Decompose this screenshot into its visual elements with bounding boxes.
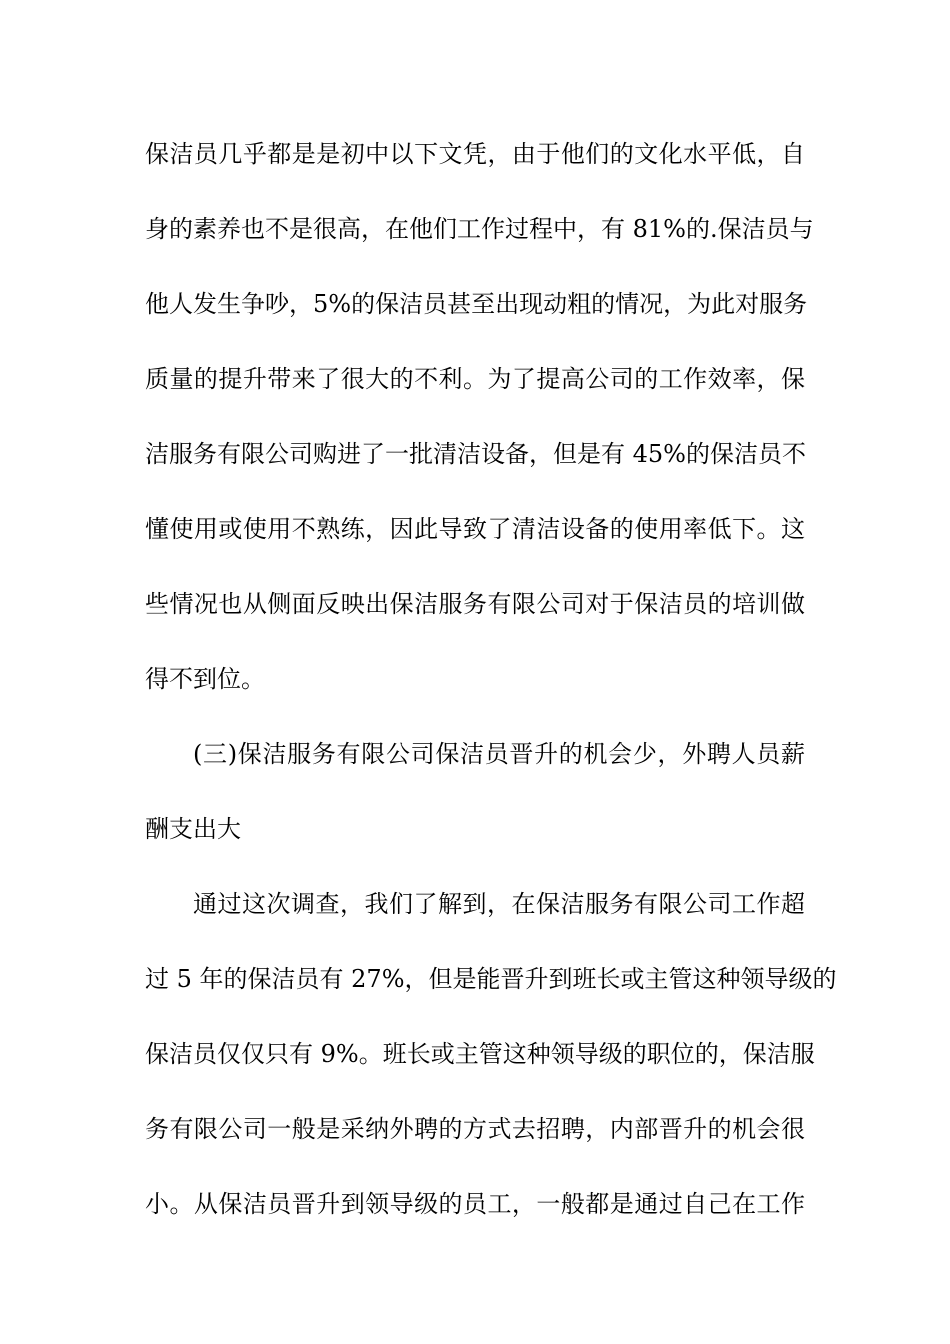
text-line: 保洁员几乎都是是初中以下文凭，由于他们的文化水平低，自: [145, 140, 805, 168]
text-line: 得不到位。: [145, 665, 265, 693]
text-line: 些情况也从侧面反映出保洁服务有限公司对于保洁员的培训做: [145, 590, 805, 618]
heading-line: (三)保洁服务有限公司保洁员晋升的机会少，外聘人员薪: [193, 740, 805, 768]
text-line: 懂使用或使用不熟练，因此导致了清洁设备的使用率低下。这: [145, 515, 805, 543]
text-line: 质量的提升带来了很大的不利。为了提高公司的工作效率，保: [145, 365, 805, 393]
text-line: 洁服务有限公司购进了一批清洁设备，但是有 45%的保洁员不: [145, 440, 806, 468]
text-line: 身的素养也不是很高，在他们工作过程中，有 81%的.保洁员与: [145, 215, 814, 243]
text-line: 小。从保洁员晋升到领导级的员工，一般都是通过自己在工作: [145, 1190, 805, 1218]
text-line: 保洁员仅仅只有 9%。班长或主管这种领导级的职位的，保洁服: [145, 1040, 815, 1068]
heading-line: 酬支出大: [145, 815, 241, 843]
text-line: 过 5 年的保洁员有 27%，但是能晋升到班长或主管这种领导级的: [145, 965, 837, 993]
text-line: 他人发生争吵，5%的保洁员甚至出现动粗的情况，为此对服务: [145, 290, 808, 318]
text-line: 务有限公司一般是采纳外聘的方式去招聘，内部晋升的机会很: [145, 1115, 805, 1143]
text-line: 通过这次调查，我们了解到，在保洁服务有限公司工作超: [193, 890, 805, 918]
